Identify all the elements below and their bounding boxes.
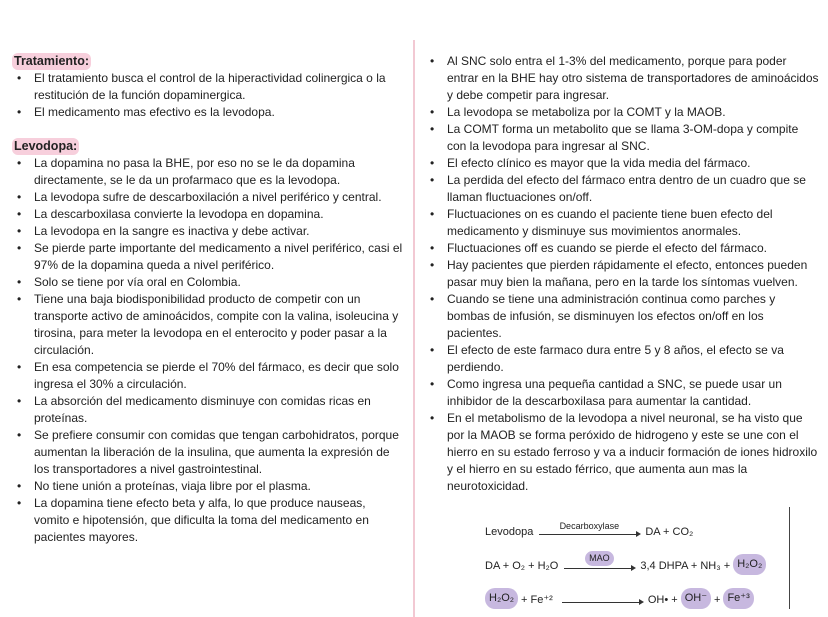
list-item: • Como ingresa una pequeña cantidad a SNC, se puede usar un inhibidor de la descarboxilasa para aumentar la cantidad.: [425, 376, 820, 410]
tratamiento-list: [12, 70, 404, 121]
levodopa-list: [12, 155, 404, 546]
reaction1: [485, 507, 785, 541]
reaction1-reactant: Levodopa: [485, 526, 534, 538]
list-item: • En esa competencia se pierde el 70% del fármaco, es decir que solo ingresa el 30% a circulación.: [12, 359, 404, 393]
reaction1-products: DA + CO₂: [645, 526, 694, 538]
reaction1-enzyme: Decarboxylase: [559, 521, 620, 531]
reaction3: [485, 575, 785, 609]
list-item: • La levodopa se metaboliza por la COMT y la MAOB.: [425, 104, 820, 121]
reaction3-radical: OH• +: [647, 594, 678, 606]
list-item: • El efecto de este farmaco dura entre 5 y 8 años, el efecto se va perdiendo.: [425, 342, 820, 376]
list-item: • El medicamento mas efectivo es la levodopa.: [12, 104, 404, 121]
list-item: • Se pierde parte importante del medicamento a nivel periférico, casi el 97% de la dopamina queda a nivel periférico.: [12, 240, 404, 274]
tratamiento-heading: Tratamiento:: [14, 54, 90, 68]
reaction2-products: 3,4 DHPA + NH₃ +: [640, 560, 731, 572]
list-item: • Hay pacientes que pierden rápidamente el efecto, entonces pueden pasar muy bien la mañana, pero en la tarde los síntomas vuelven.: [425, 257, 820, 291]
reaction2-enzyme: MAO: [585, 551, 614, 566]
list-item: • La COMT forma un metabolito que se llama 3-OM-dopa y compite con la levodopa para ingresar al SNC.: [425, 121, 820, 155]
list-item: • La perdida del efecto del fármaco entra dentro de un cuadro que se llaman fluctuaciones on/off.: [425, 172, 820, 206]
list-item: • Tiene una baja biodisponibilidad producto de competir con un transporte activo de aminoácidos, compite con la valina, isoleucina y tirosina, para meter la levodopa en el enterocito y poder pasar a la circulación.: [12, 291, 404, 359]
list-item: • Solo se tiene por vía oral en Colombia.: [12, 274, 404, 291]
right-list: [425, 53, 820, 495]
reaction3-hydroxide: OH⁻: [681, 588, 711, 609]
column-divider: [413, 40, 415, 617]
left-column: [12, 53, 404, 617]
reaction3-h2o2: H₂O₂: [485, 588, 518, 609]
reaction3-plus: +: [714, 594, 721, 606]
reaction2: [485, 541, 785, 575]
right-column: [425, 53, 820, 617]
list-item: • La descarboxilasa convierte la levodopa en dopamina.: [12, 206, 404, 223]
levodopa-heading: Levodopa:: [14, 139, 78, 153]
list-item: • Cuando se tiene una administración continua como parches y bombas de infusión, se disminuyen los efectos on/off en los pacientes.: [425, 291, 820, 342]
reaction2-h2o2: H₂O₂: [733, 554, 766, 575]
list-item: • La absorción del medicamento disminuye con comidas ricas en proteínas.: [12, 393, 404, 427]
list-item: • El efecto clínico es mayor que la vida media del fármaco.: [425, 155, 820, 172]
reaction2-reactants: DA + O₂ + H₂O: [485, 560, 559, 572]
list-item: • Fluctuaciones off es cuando se pierde el efecto del fármaco.: [425, 240, 820, 257]
list-item: • La levodopa sufre de descarboxilación a nivel periférico y central.: [12, 189, 404, 206]
list-item: • No tiene unión a proteínas, viaja libre por el plasma.: [12, 478, 404, 495]
reaction-diagram: [485, 507, 790, 609]
list-item: • Se prefiere consumir con comidas que tengan carbohidratos, porque aumentan la liberación de la insulina, que aumenta la expresión de los transportadores a nivel gastrointestinal.: [12, 427, 404, 478]
list-item: • La dopamina tiene efecto beta y alfa, lo que produce nauseas, vomito e hipotensión, que dificulta la toma del medicamento en pacientes mayores.: [12, 495, 404, 546]
reaction3-arrow: [562, 602, 642, 603]
list-item: • En el metabolismo de la levodopa a nivel neuronal, se ha visto que por la MAOB se forma peróxido de hidrogeno y este se une con el hierro en su estado ferroso y va a inducir formación de iones hidroxilo y el hierro en su estado férrico, que aumenta aun mas la neurotoxicidad.: [425, 410, 820, 495]
list-item: • El tratamiento busca el control de la hiperactividad colinergica o la restitución de la función dopaminergica.: [12, 70, 404, 104]
reaction1-arrow: [539, 534, 639, 535]
list-item: • Al SNC solo entra el 1-3% del medicamento, porque para poder entrar en la BHE hay otro sistema de transportadores de aminoácidos y debe competir para ingresar.: [425, 53, 820, 104]
reaction2-arrow: [564, 568, 634, 569]
reaction3-ferric: Fe⁺³: [723, 588, 753, 609]
list-item: • La dopamina no pasa la BHE, por eso no se le da dopamina directamente, se le da un profarmaco que es la levodopa.: [12, 155, 404, 189]
list-item: • Fluctuaciones on es cuando el paciente tiene buen efecto del medicamento y disminuye sus movimientos anormales.: [425, 206, 820, 240]
reaction3-iron: + Fe⁺²: [521, 594, 553, 606]
list-item: • La levodopa en la sangre es inactiva y debe activar.: [12, 223, 404, 240]
